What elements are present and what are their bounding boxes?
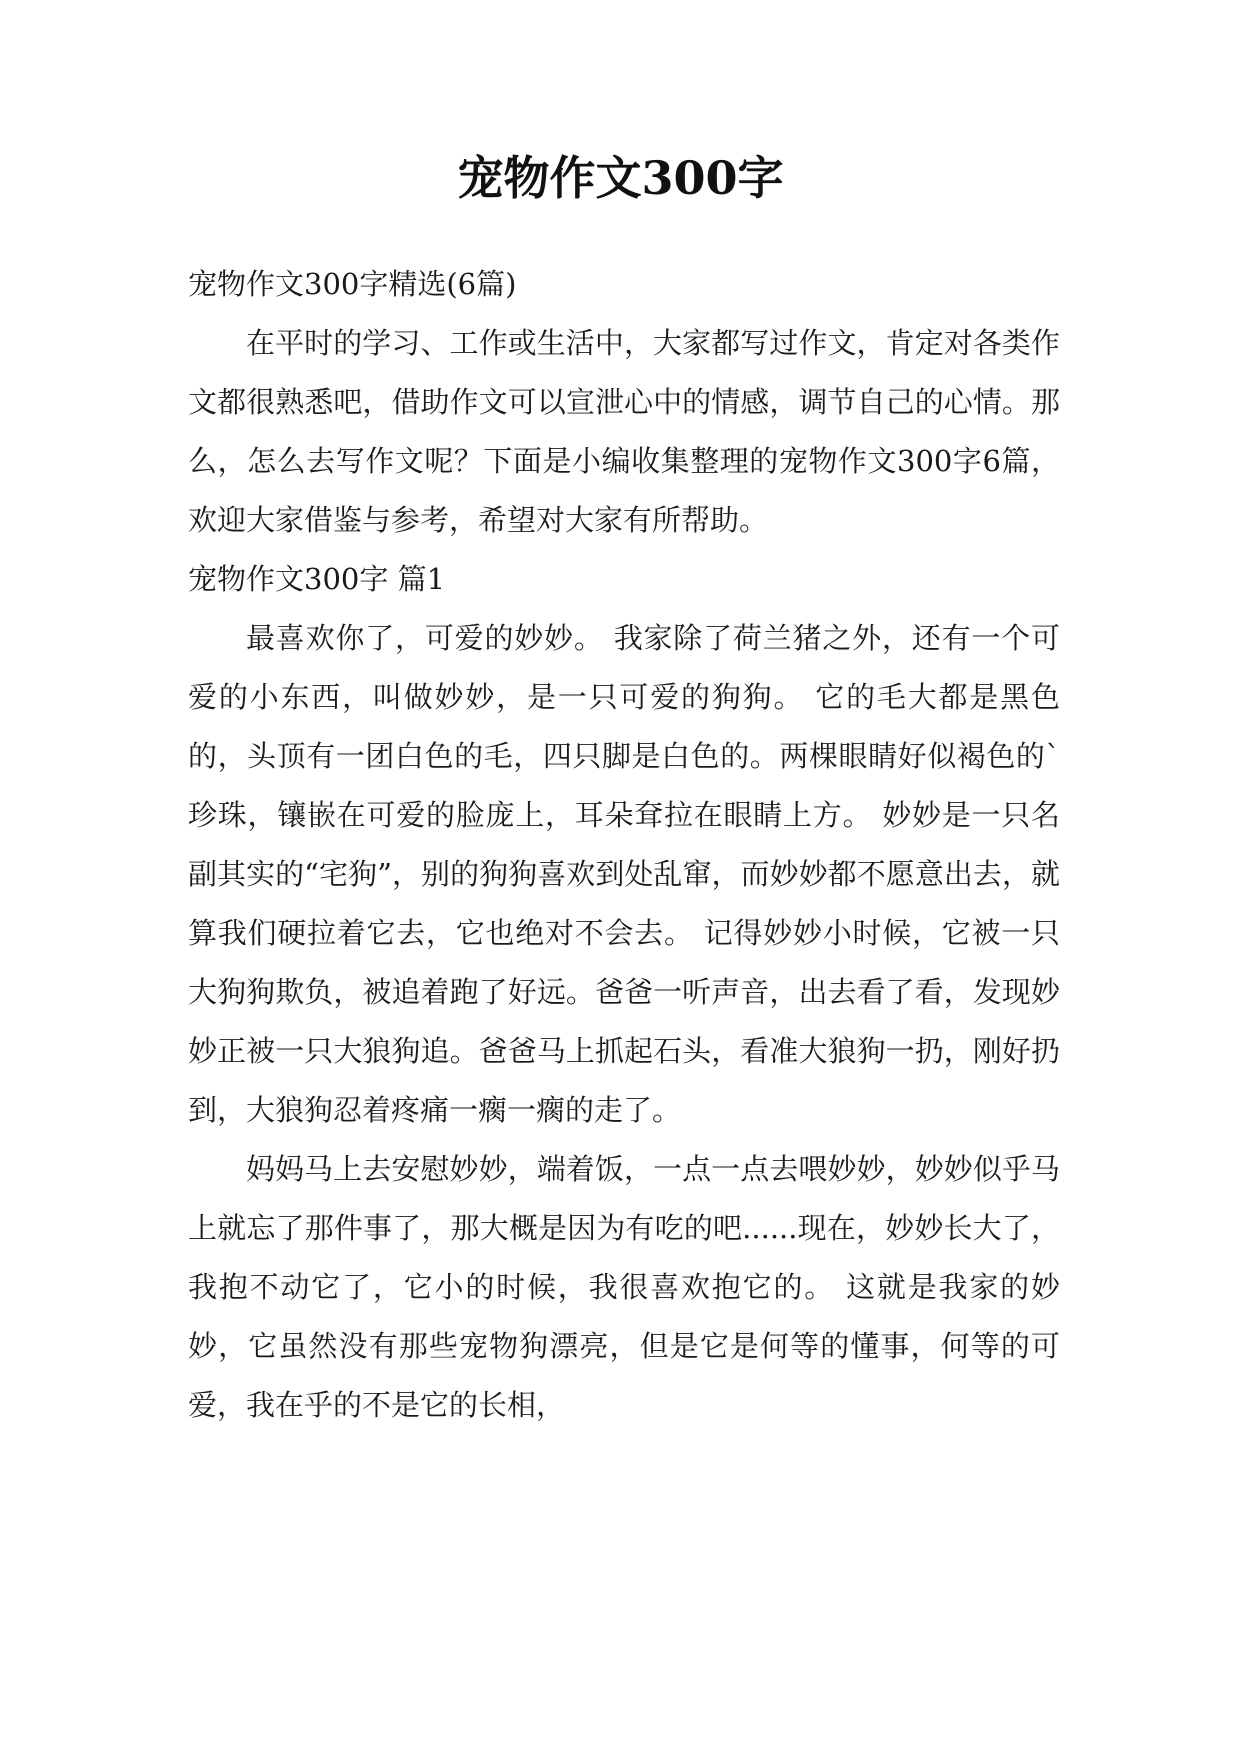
section-heading-1: 宠物作文300字 篇1 <box>188 562 446 596</box>
subtitle-heading: 宠物作文300字精选(6篇) <box>188 267 517 301</box>
body-paragraph: 妈妈马上去安慰妙妙，端着饭，一点一点去喂妙妙，妙妙似乎马上就忘了那件事了，那大概是因为有吃的吧......现在，妙妙长大了，我抱不动它了，它小的时候，我很喜欢抱它的。 这就是我家的妙妙，它虽然没有那些宠物狗漂亮，但是它是何等的懂事，何等的可爱，我在乎的不是它的长相， <box>188 1152 1060 1422</box>
document-title: 宠物作文300字 <box>457 151 784 205</box>
document-body <box>188 255 1060 1435</box>
body-paragraph: 最喜欢你了，可爱的妙妙。 我家除了荷兰猪之外，还有一个可爱的小东西，叫做妙妙，是一只可爱的狗狗。 它的毛大都是黑色的，头顶有一团白色的毛，四只脚是白色的。两棵眼睛好似褐色的`珍珠，镶嵌在可爱的脸庞上，耳朵耷拉在眼睛上方。 妙妙是一只名副其实的“宅狗”，别的狗狗喜欢到处乱窜，而妙妙都不愿意出去，就算我们硬拉着它去，它也绝对不会去。 记得妙妙小时候，它被一只大狗狗欺负，被追着跑了好远。爸爸一听声音，出去看了看，发现妙妙正被一只大狼狗追。爸爸马上抓起石头，看准大狼狗一扔，刚好扔到，大狼狗忍着疼痛一瘸一瘸的走了。 <box>188 621 1060 1127</box>
intro-paragraph: 在平时的学习、工作或生活中，大家都写过作文，肯定对各类作文都很熟悉吧，借助作文可以宣泄心中的情感，调节自己的心情。那么，怎么去写作文呢？下面是小编收集整理的宠物作文300字6篇，欢迎大家借鉴与参考，希望对大家有所帮助。 <box>188 326 1060 537</box>
